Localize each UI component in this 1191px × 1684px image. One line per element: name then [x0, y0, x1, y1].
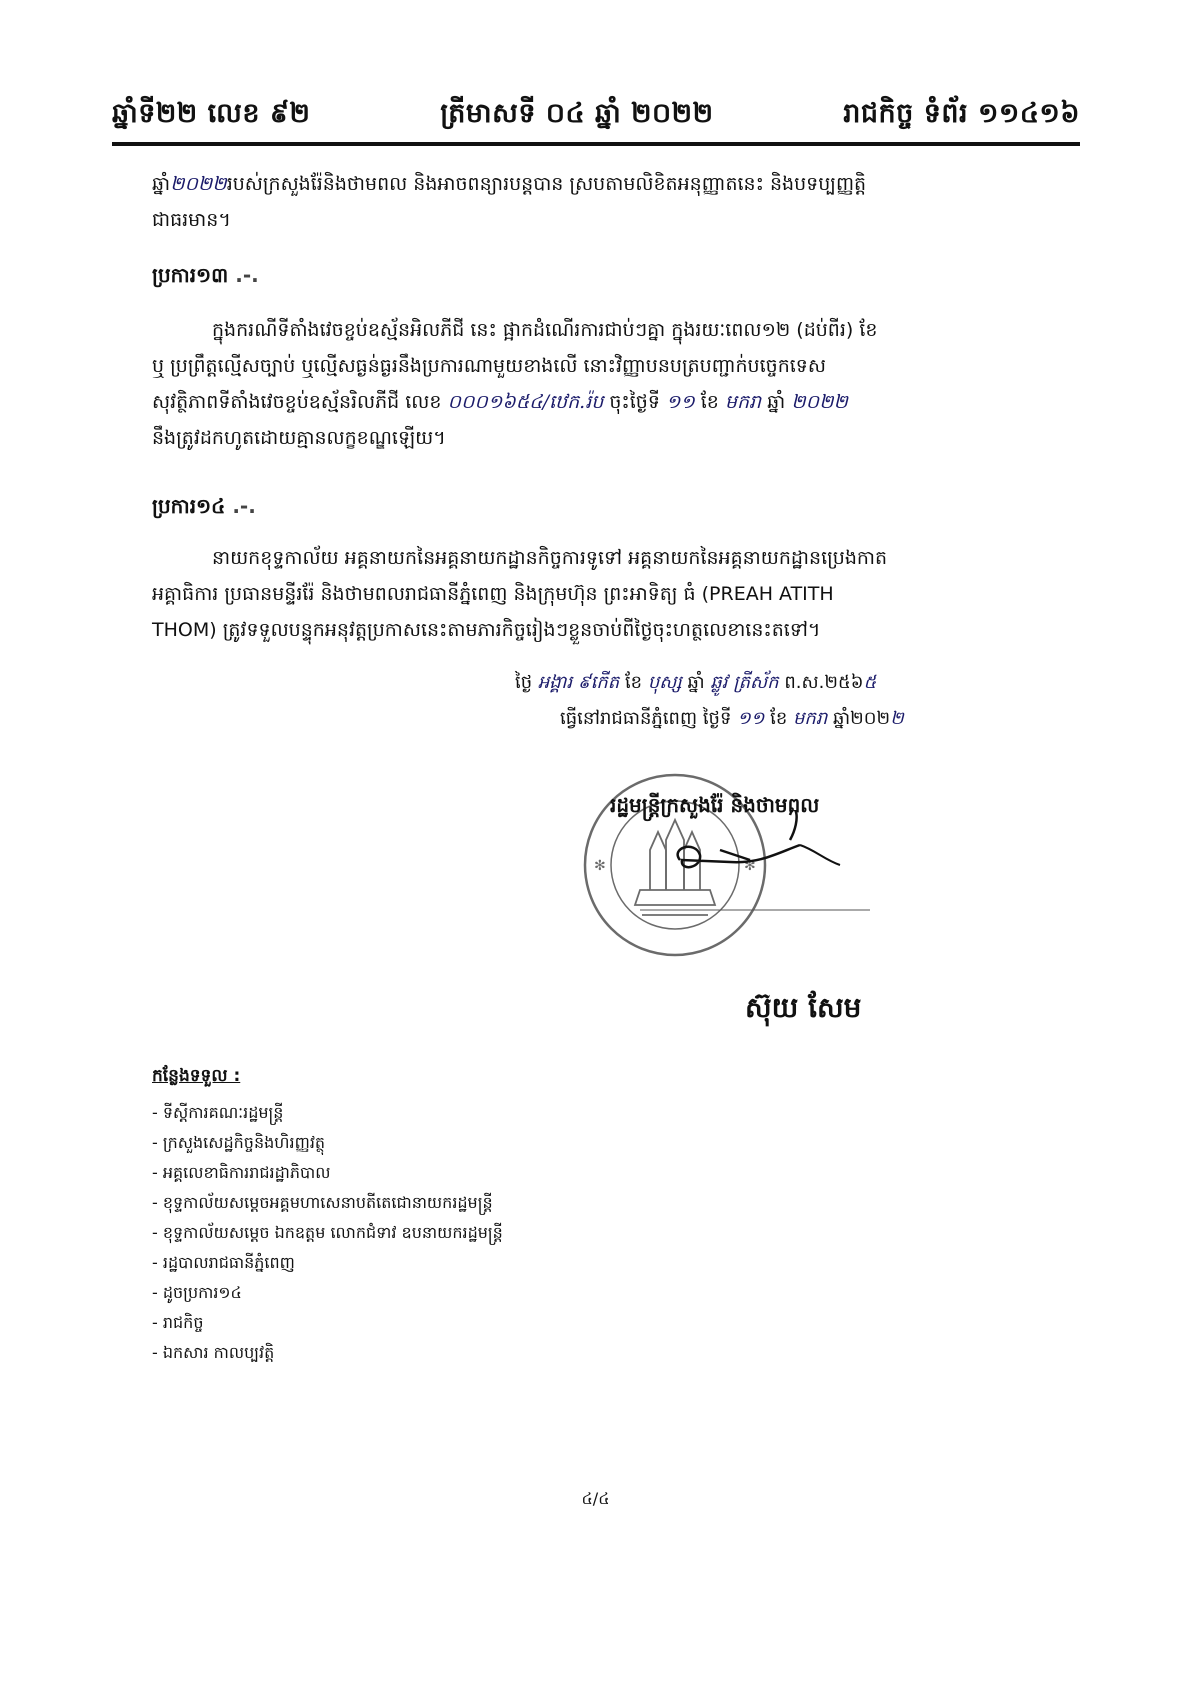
recipients-list [152, 1098, 503, 1368]
list-item: - រដ្ឋបាលរាជធានីភ្នំពេញ [152, 1253, 295, 1272]
header-page-ref: រាជកិច្ច ទំព័រ ១១៤១៦ [843, 98, 1080, 129]
page-number: ៤/៤ [581, 1489, 610, 1508]
article-13-line-1: ក្នុងករណីទីតាំងវេចខ្ចប់ឧស្ម័នអិលភីជី នេះ ផ្អាកដំណើរការជាប់ៗគ្នា ក្នុងរយៈពេល១២ (ដប់ពីរ) ខែ [212, 319, 878, 341]
header-quarter: ត្រីមាសទី ០៤ ឆ្នាំ ២០២២ [440, 98, 714, 129]
svg-text:✻: ✻ [594, 858, 606, 874]
article-13-line-2: ឬ ប្រព្រឹត្តល្មើសច្បាប់ ឬល្មើសធ្ងន់ធ្ងរនឹងប្រការណាមួយខាងលើ នោះវិញ្ញាបនបត្របញ្ជាក់បច្ចេកទេស [152, 355, 826, 377]
handwritten-cert-number: ០០០១៦៥៤/ឋេក.រ៉ប [447, 391, 604, 413]
signatory-title: រដ្ឋមន្ត្រីក្រសួងរ៉ែ និងថាមពល [610, 793, 820, 817]
list-item: - រាជកិច្ច [152, 1313, 204, 1332]
handwritten-month: មករា [724, 391, 762, 413]
signatory-name: ស៊ុយ សែម [745, 991, 862, 1024]
list-item: - អគ្គលេខាធិការរាជរដ្ឋាភិបាល [152, 1163, 331, 1182]
lunar-date-line: ថ្ងៃ អង្គារ ៩កើត ខែ បុស្ស ឆ្នាំ ឆ្លូវ ត្រីស័ក ព.ស.២៥៦៥ [515, 672, 877, 693]
page-header [112, 92, 1080, 136]
article-14-heading: ប្រការ១៤ .-. [152, 494, 256, 518]
solar-date-line: ធ្វើនៅរាជធានីភ្នំពេញ ថ្ងៃទី ១១ ខែ មករា ឆ្នាំ២០២២ [560, 708, 904, 729]
article-13-body [152, 312, 1052, 456]
intro-line-1: ឆ្នាំ២០២២របស់ក្រសួងរ៉ែនិងថាមពល និងអាចពន្យារបន្តបាន ស្របតាមលិខិតអនុញ្ញាតនេះ និងបទប្បញ្ញត្តិ [152, 173, 867, 195]
article-14-body [152, 540, 1052, 648]
header-rule [112, 142, 1080, 146]
article-14-line-2: អគ្គាធិការ ប្រធានមន្ទីររ៉ែ និងថាមពលរាជធានីភ្នំពេញ និងក្រុមហ៊ុន ព្រះអាទិត្យ ធំ (PREAH ATITH [152, 583, 834, 605]
article-14-line-3: THOM) ត្រូវទទួលបន្ទុកអនុវត្តប្រកាសនេះតាមភារកិច្ចរៀងៗខ្លួនចាប់ពីថ្ងៃចុះហត្ថលេខានេះតទៅ។ [152, 619, 821, 641]
list-item: - ខុទ្ទកាល័យសម្តេចអគ្គមហាសេនាបតីតេជោនាយករដ្ឋមន្ត្រី [152, 1193, 493, 1212]
intro-paragraph [152, 166, 1052, 238]
signature-scribble [640, 810, 910, 920]
list-item: - ក្រសួងសេដ្ឋកិច្ចនិងហិរញ្ញវត្ថុ [152, 1133, 326, 1152]
article-14-line-1: នាយកខុទ្ទកាល័យ អគ្គនាយកនៃអគ្គនាយកដ្ឋានកិច្ចការទូទៅ អគ្គនាយកនៃអគ្គនាយកដ្ឋានប្រេងកាត [212, 547, 888, 569]
handwritten-day: ១១ [665, 391, 695, 413]
handwritten-year-2: ២០២២ [791, 391, 848, 413]
list-item: - ឯកសារ កាលប្បវត្តិ [152, 1343, 275, 1362]
list-item: - ដូចប្រការ១៤ [152, 1283, 242, 1302]
intro-line-2: ជាធរមាន។ [152, 209, 231, 231]
list-item: - ខុទ្ទកាល័យសម្តេច ឯកឧត្តម លោកជំទាវ ឧបនាយករដ្ឋមន្ត្រី [152, 1223, 503, 1242]
article-13-line-4: នឹងត្រូវដកហូតដោយគ្មានលក្ខខណ្ឌឡើយ។ [152, 427, 446, 449]
recipients-heading: កន្លែងទទួល : [152, 1066, 241, 1086]
list-item: - ទីស្តីការគណៈរដ្ឋមន្ត្រី [152, 1103, 284, 1122]
article-13-heading: ប្រការ១៣ .-. [152, 263, 259, 287]
header-issue: ឆ្នាំទី២២ លេខ ៩២ [112, 98, 311, 129]
article-13-line-3: សុវត្ថិភាពទីតាំងវេចខ្ចប់ឧស្ម័នរិលភីជី លេខ ០០០១៦៥៤/ឋេក.រ៉ប ចុះថ្ងៃទី ១១ ខែ មករា ឆ្នាំ ២០២២ [152, 391, 848, 413]
svg-text:✻: ✻ [744, 858, 756, 874]
handwritten-year: ២០២២ [170, 173, 227, 195]
